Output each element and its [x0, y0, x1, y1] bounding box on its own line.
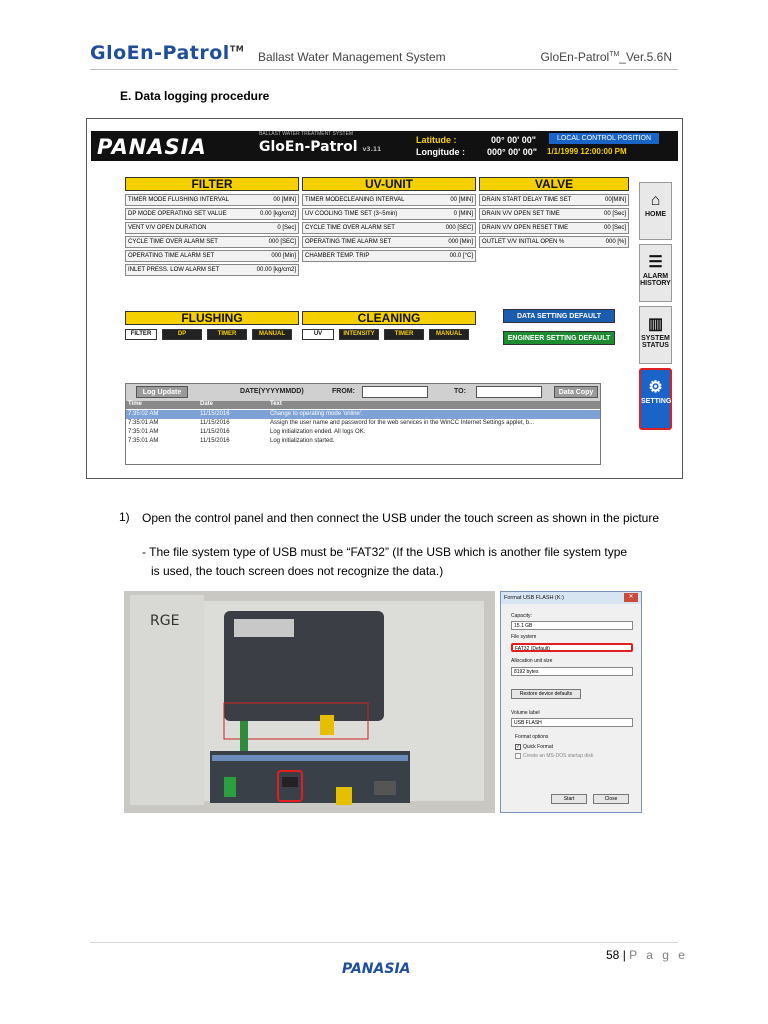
format-options-label: Format options [515, 734, 549, 740]
to-date-input[interactable] [476, 386, 542, 398]
mode-button[interactable]: TIMER [207, 329, 247, 340]
hmi-top-bar [91, 131, 678, 161]
nav-setting-label: SETTING [641, 398, 672, 405]
longitude-label: Longitude : [416, 147, 465, 157]
longitude-value: 000° 00' 00" [487, 147, 538, 157]
date-format-label: DATE(YYYYMMDD) [240, 388, 304, 395]
log-cell-date: 11/15/2016 [200, 438, 230, 444]
engineer-setting-default-button[interactable]: ENGINEER SETTING DEFAULT [503, 331, 615, 345]
nav-system-status-button[interactable] [639, 306, 672, 364]
footer-divider [90, 942, 678, 943]
param-value[interactable]: 00.0 [°C] [449, 253, 473, 259]
param-row [125, 208, 299, 220]
data-setting-default-button[interactable]: DATA SETTING DEFAULT [503, 309, 615, 323]
mode-button[interactable]: MANUAL [252, 329, 292, 340]
log-cell-time: 7:35:02 AM [128, 411, 159, 417]
param-value[interactable]: 00 [Sec] [603, 211, 626, 217]
gear-icon: ⚙ [648, 379, 663, 396]
log-cell-time: 7:35:01 AM [128, 420, 159, 426]
hmi-brand: PANASIA [97, 135, 207, 159]
log-row[interactable] [126, 428, 600, 437]
hmi-screenshot [86, 118, 683, 479]
mode-button[interactable]: TIMER [384, 329, 424, 340]
log-toolbar [126, 384, 600, 401]
footer-panasia-logo: PANASIA [342, 961, 411, 977]
log-cell-date: 11/15/2016 [200, 429, 230, 435]
nav-home-button[interactable] [639, 182, 672, 240]
page-header [90, 38, 678, 70]
param-row [125, 222, 299, 234]
hmi-version: v3.11 [362, 146, 382, 153]
nav-alarm-history-button[interactable] [639, 244, 672, 302]
param-row [302, 222, 476, 234]
param-label: CYCLE TIME OVER ALARM SET [305, 225, 395, 231]
param-value[interactable]: 000 [SEC] [445, 225, 473, 231]
data-copy-button[interactable]: Data Copy [554, 386, 598, 398]
mode-button[interactable]: DP [162, 329, 202, 340]
param-value[interactable]: 0.00 [kg/cm2] [259, 211, 296, 217]
step-note-line1: - The file system type of USB must be “FAT32” (If the USB which is another file system type [142, 545, 628, 559]
log-cell-time: 7:35:01 AM [128, 429, 159, 435]
log-column-headers [126, 401, 600, 409]
capacity-select[interactable]: 15.1 GB [511, 621, 633, 630]
gloen-patrol-logo [90, 42, 244, 64]
param-row [479, 222, 629, 234]
hmi-product-small: BALLAST WATER TREATMENT SYSTEM [259, 131, 354, 137]
param-row [302, 250, 476, 262]
nav-home-label: HOME [645, 211, 666, 218]
nav-setting-button[interactable] [639, 368, 672, 430]
photo-illustration [124, 591, 495, 813]
param-value[interactable]: 00 [MIN] [450, 197, 473, 203]
param-row [479, 208, 629, 220]
filesystem-select[interactable]: FAT32 (Default) [511, 643, 633, 652]
param-row [302, 208, 476, 220]
restore-defaults-button[interactable]: Restore device defaults [511, 689, 581, 699]
to-label: TO: [454, 388, 466, 395]
flushing-group-header: FLUSHING [125, 311, 299, 325]
log-panel [125, 383, 601, 465]
nav-status-label: SYSTEM STATUS [641, 335, 670, 349]
param-row [125, 236, 299, 248]
param-label: CHAMBER TEMP. TRIP [305, 253, 370, 259]
start-button[interactable]: Start [551, 794, 587, 804]
msdos-checkbox[interactable] [515, 753, 521, 759]
param-value[interactable]: 00[MIN] [604, 197, 626, 203]
filesystem-label: File system [511, 634, 537, 640]
param-value[interactable]: 000 [Min] [448, 239, 473, 245]
header-subtitle: Ballast Water Management System [258, 50, 446, 64]
param-label: OPERATING TIME ALARM SET [128, 253, 215, 259]
msdos-label: Create an MS-DOS startup disk [523, 753, 594, 759]
version-suffix: _Ver.5.6N [619, 50, 672, 64]
step-note [142, 543, 678, 581]
param-value[interactable]: 00 [Sec] [603, 225, 626, 231]
allocation-select[interactable]: 8192 bytes [511, 667, 633, 676]
param-label: TIMER MODE FLUSHING INTERVAL [128, 197, 229, 203]
param-row [479, 236, 629, 248]
param-row [302, 194, 476, 206]
header-version [540, 50, 672, 64]
hmi-datetime: 1/1/1999 12:00:00 PM [547, 147, 627, 156]
param-label: TIMER MODECLEANING INTERVAL [305, 197, 405, 203]
home-icon: ⌂ [650, 192, 661, 209]
param-label: DRAIN V/V OPEN SET TIME [482, 211, 560, 217]
col-time: Time [128, 401, 142, 407]
col-text: Text [270, 401, 282, 407]
bar-graph-icon: ▥ [647, 316, 664, 333]
alarm-list-icon: ☰ [648, 254, 663, 271]
log-cell-text: Change to operating mode 'online'. [270, 411, 363, 417]
step-number: 1) [119, 510, 130, 524]
mode-button[interactable]: MANUAL [429, 329, 469, 340]
hmi-product-name: GlᴏEn-Patrol [259, 139, 358, 155]
capacity-label: Capacity: [511, 613, 532, 619]
mode-button[interactable]: FILTER [125, 329, 157, 340]
mode-button[interactable]: UV [302, 329, 334, 340]
volume-label-input[interactable]: USB FLASH [511, 718, 633, 727]
param-row [302, 236, 476, 248]
dialog-title: Format USB FLASH (K:) [501, 592, 641, 604]
param-value[interactable]: 00.00 [kg/cm2] [256, 267, 296, 273]
param-label: DRAIN V/V OPEN RESET TIME [482, 225, 569, 231]
param-row [125, 264, 299, 276]
valve-group-header: VALVE [479, 177, 629, 191]
param-label: OUTLET V/V INITIAL OPEN % [482, 239, 565, 245]
page-number: 58 | P a g e [606, 948, 688, 962]
cleaning-group-header: CLEANING [302, 311, 476, 325]
allocation-label: Allocation unit size [511, 658, 553, 664]
photo-handwriting: RGE [150, 613, 180, 629]
param-label: DRAIN START DELAY TIME SET [482, 197, 572, 203]
step-note-line2: is used, the touch screen does not recognize the data.) [151, 564, 444, 578]
param-value[interactable]: 0 [Sec] [277, 225, 296, 231]
quick-format-label: Quick Format [523, 744, 554, 750]
param-row [125, 250, 299, 262]
from-label: FROM: [332, 388, 355, 395]
format-usb-dialog [500, 591, 642, 813]
version-tm: TM [609, 51, 620, 58]
param-label: CYCLE TIME OVER ALARM SET [128, 239, 218, 245]
param-label: UV COOLING TIME SET (3~5min) [305, 211, 398, 217]
param-value[interactable]: 00 [MIN] [273, 197, 296, 203]
param-label: INLET PRESS. LOW ALARM SET [128, 267, 220, 273]
page-word: P a g e [629, 948, 688, 962]
param-row [125, 194, 299, 206]
log-update-button[interactable]: Log Update [136, 386, 188, 398]
close-button[interactable]: Close [593, 794, 629, 804]
logo-tm: TM [229, 44, 245, 54]
step-text: Open the control panel and then connect the USB under the touch screen as shown in the picture [142, 511, 660, 525]
log-cell-date: 11/15/2016 [200, 420, 230, 426]
latitude-value: 00° 00' 00" [491, 135, 537, 145]
param-value[interactable]: 000 [SEC] [268, 239, 296, 245]
volume-label-label: Volume label [511, 710, 540, 716]
param-value[interactable]: 000 [%] [605, 239, 626, 245]
logo-text: GloEn-Patrol [90, 42, 230, 64]
control-position-badge: LOCAL CONTROL POSITION [549, 133, 659, 144]
from-date-input[interactable] [362, 386, 428, 398]
log-cell-text: Assign the user name and password for the web services in the WinCC Internet Settings applet, b... [270, 420, 535, 426]
param-row [479, 194, 629, 206]
mode-button[interactable]: INTENSITY [339, 329, 379, 340]
log-row[interactable] [126, 410, 600, 419]
log-cell-text: Log initialization started. [270, 438, 335, 444]
nav-alarm-label: ALARM HISTORY [640, 273, 671, 287]
page-number-value: 58 [606, 948, 620, 962]
quick-format-checkbox[interactable]: ✓ [516, 744, 521, 750]
param-label: VENT V/V OPEN DURATION [128, 225, 207, 231]
log-cell-text: Log initialization ended. All logs OK. [270, 429, 366, 435]
col-date: Date [200, 401, 214, 407]
log-row[interactable] [126, 419, 600, 428]
uv-group-header: UV-UNIT [302, 177, 476, 191]
log-row[interactable] [126, 437, 600, 446]
usb-port-photo [124, 591, 495, 813]
param-label: DP MODE OPERATING SET VALUE [128, 211, 227, 217]
version-prefix: GloEn-Patrol [540, 50, 610, 64]
log-cell-date: 11/15/2016 [200, 411, 230, 417]
hmi-product [259, 139, 381, 155]
param-value[interactable]: 0 [MIN] [453, 211, 473, 217]
log-cell-time: 7:35:01 AM [128, 438, 159, 444]
latitude-label: Latitude : [416, 135, 457, 145]
filter-group-header: FILTER [125, 177, 299, 191]
section-title: E. Data logging procedure [120, 89, 270, 103]
param-value[interactable]: 000 [Min] [271, 253, 296, 259]
param-label: OPERATING TIME ALARM SET [305, 239, 392, 245]
close-icon[interactable]: ✕ [624, 593, 638, 602]
